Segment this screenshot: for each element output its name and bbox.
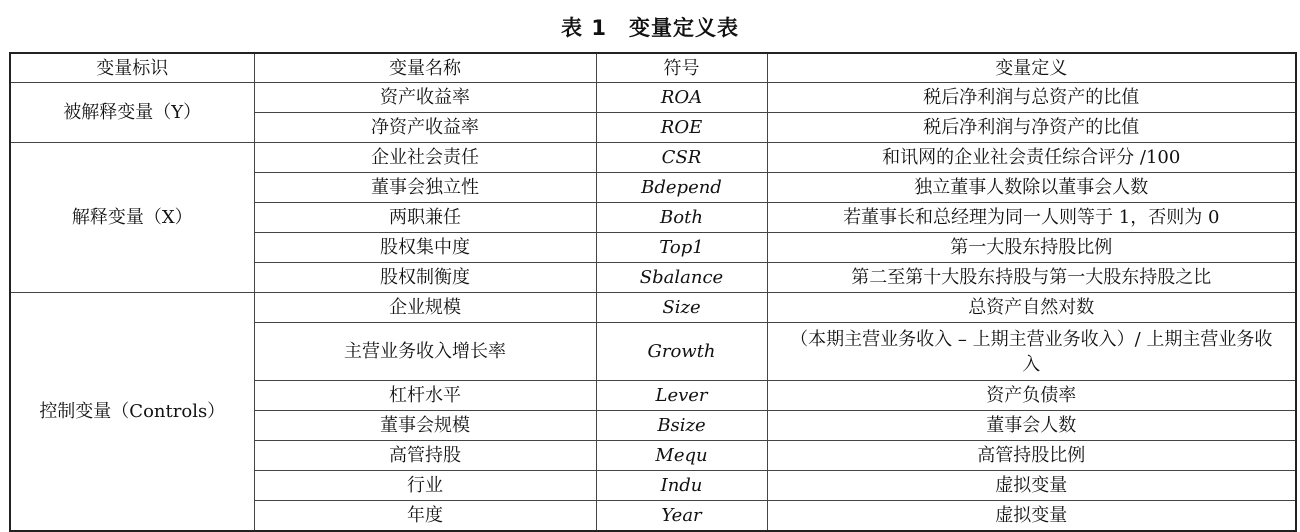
header-variable-name: 变量名称	[254, 53, 596, 83]
variable-name: 资产收益率	[254, 83, 596, 113]
variable-symbol: Bsize	[596, 411, 767, 441]
variable-definition: 税后净利润与总资产的比值	[767, 83, 1296, 113]
variable-definition: 若董事长和总经理为同一人则等于 1，否则为 0	[767, 203, 1296, 233]
variable-definition-table	[9, 52, 1297, 532]
variable-definition: 税后净利润与净资产的比值	[767, 113, 1296, 143]
group-explanatory-label: 解释变量（X）	[10, 143, 254, 293]
variable-definition: 董事会人数	[767, 411, 1296, 441]
variable-definition: 第二至第十大股东持股与第一大股东持股之比	[767, 263, 1296, 293]
group-control-label: 控制变量（Controls）	[10, 293, 254, 532]
variable-definition: 虚拟变量	[767, 471, 1296, 501]
group-dependent-label: 被解释变量（Y）	[10, 83, 254, 143]
header-row	[10, 53, 1296, 83]
variable-definition: 和讯网的企业社会责任综合评分 /100	[767, 143, 1296, 173]
variable-symbol: Growth	[596, 323, 767, 381]
variable-name: 董事会规模	[254, 411, 596, 441]
variable-symbol: Top1	[596, 233, 767, 263]
variable-name: 年度	[254, 501, 596, 532]
variable-name: 高管持股	[254, 441, 596, 471]
header-symbol: 符号	[596, 53, 767, 83]
variable-name: 股权制衡度	[254, 263, 596, 293]
variable-name: 主营业务收入增长率	[254, 323, 596, 381]
variable-symbol: Mequ	[596, 441, 767, 471]
variable-definition: 独立董事人数除以董事会人数	[767, 173, 1296, 203]
variable-symbol: Size	[596, 293, 767, 323]
variable-name: 企业社会责任	[254, 143, 596, 173]
variable-definition: 总资产自然对数	[767, 293, 1296, 323]
variable-definition: 虚拟变量	[767, 501, 1296, 532]
variable-symbol: ROA	[596, 83, 767, 113]
table-row	[10, 293, 1296, 323]
variable-definition: 资产负债率	[767, 381, 1296, 411]
table-row	[10, 83, 1296, 113]
variable-definition: 第一大股东持股比例	[767, 233, 1296, 263]
variable-symbol: Bdepend	[596, 173, 767, 203]
variable-name: 企业规模	[254, 293, 596, 323]
variable-name: 股权集中度	[254, 233, 596, 263]
variable-symbol: ROE	[596, 113, 767, 143]
variable-name: 净资产收益率	[254, 113, 596, 143]
variable-symbol: Indu	[596, 471, 767, 501]
variable-name: 行业	[254, 471, 596, 501]
variable-symbol: Lever	[596, 381, 767, 411]
variable-name: 董事会独立性	[254, 173, 596, 203]
variable-definition: 高管持股比例	[767, 441, 1296, 471]
variable-definition: （本期主营业务收入 – 上期主营业务收入）/ 上期主营业务收入	[767, 323, 1296, 381]
variable-name: 杠杆水平	[254, 381, 596, 411]
variable-name: 两职兼任	[254, 203, 596, 233]
header-variable-id: 变量标识	[10, 53, 254, 83]
variable-symbol: Year	[596, 501, 767, 532]
table-row	[10, 143, 1296, 173]
variable-symbol: Both	[596, 203, 767, 233]
variable-symbol: CSR	[596, 143, 767, 173]
header-definition: 变量定义	[767, 53, 1296, 83]
table-caption: 表 1 变量定义表	[561, 16, 739, 40]
variable-symbol: Sbalance	[596, 263, 767, 293]
